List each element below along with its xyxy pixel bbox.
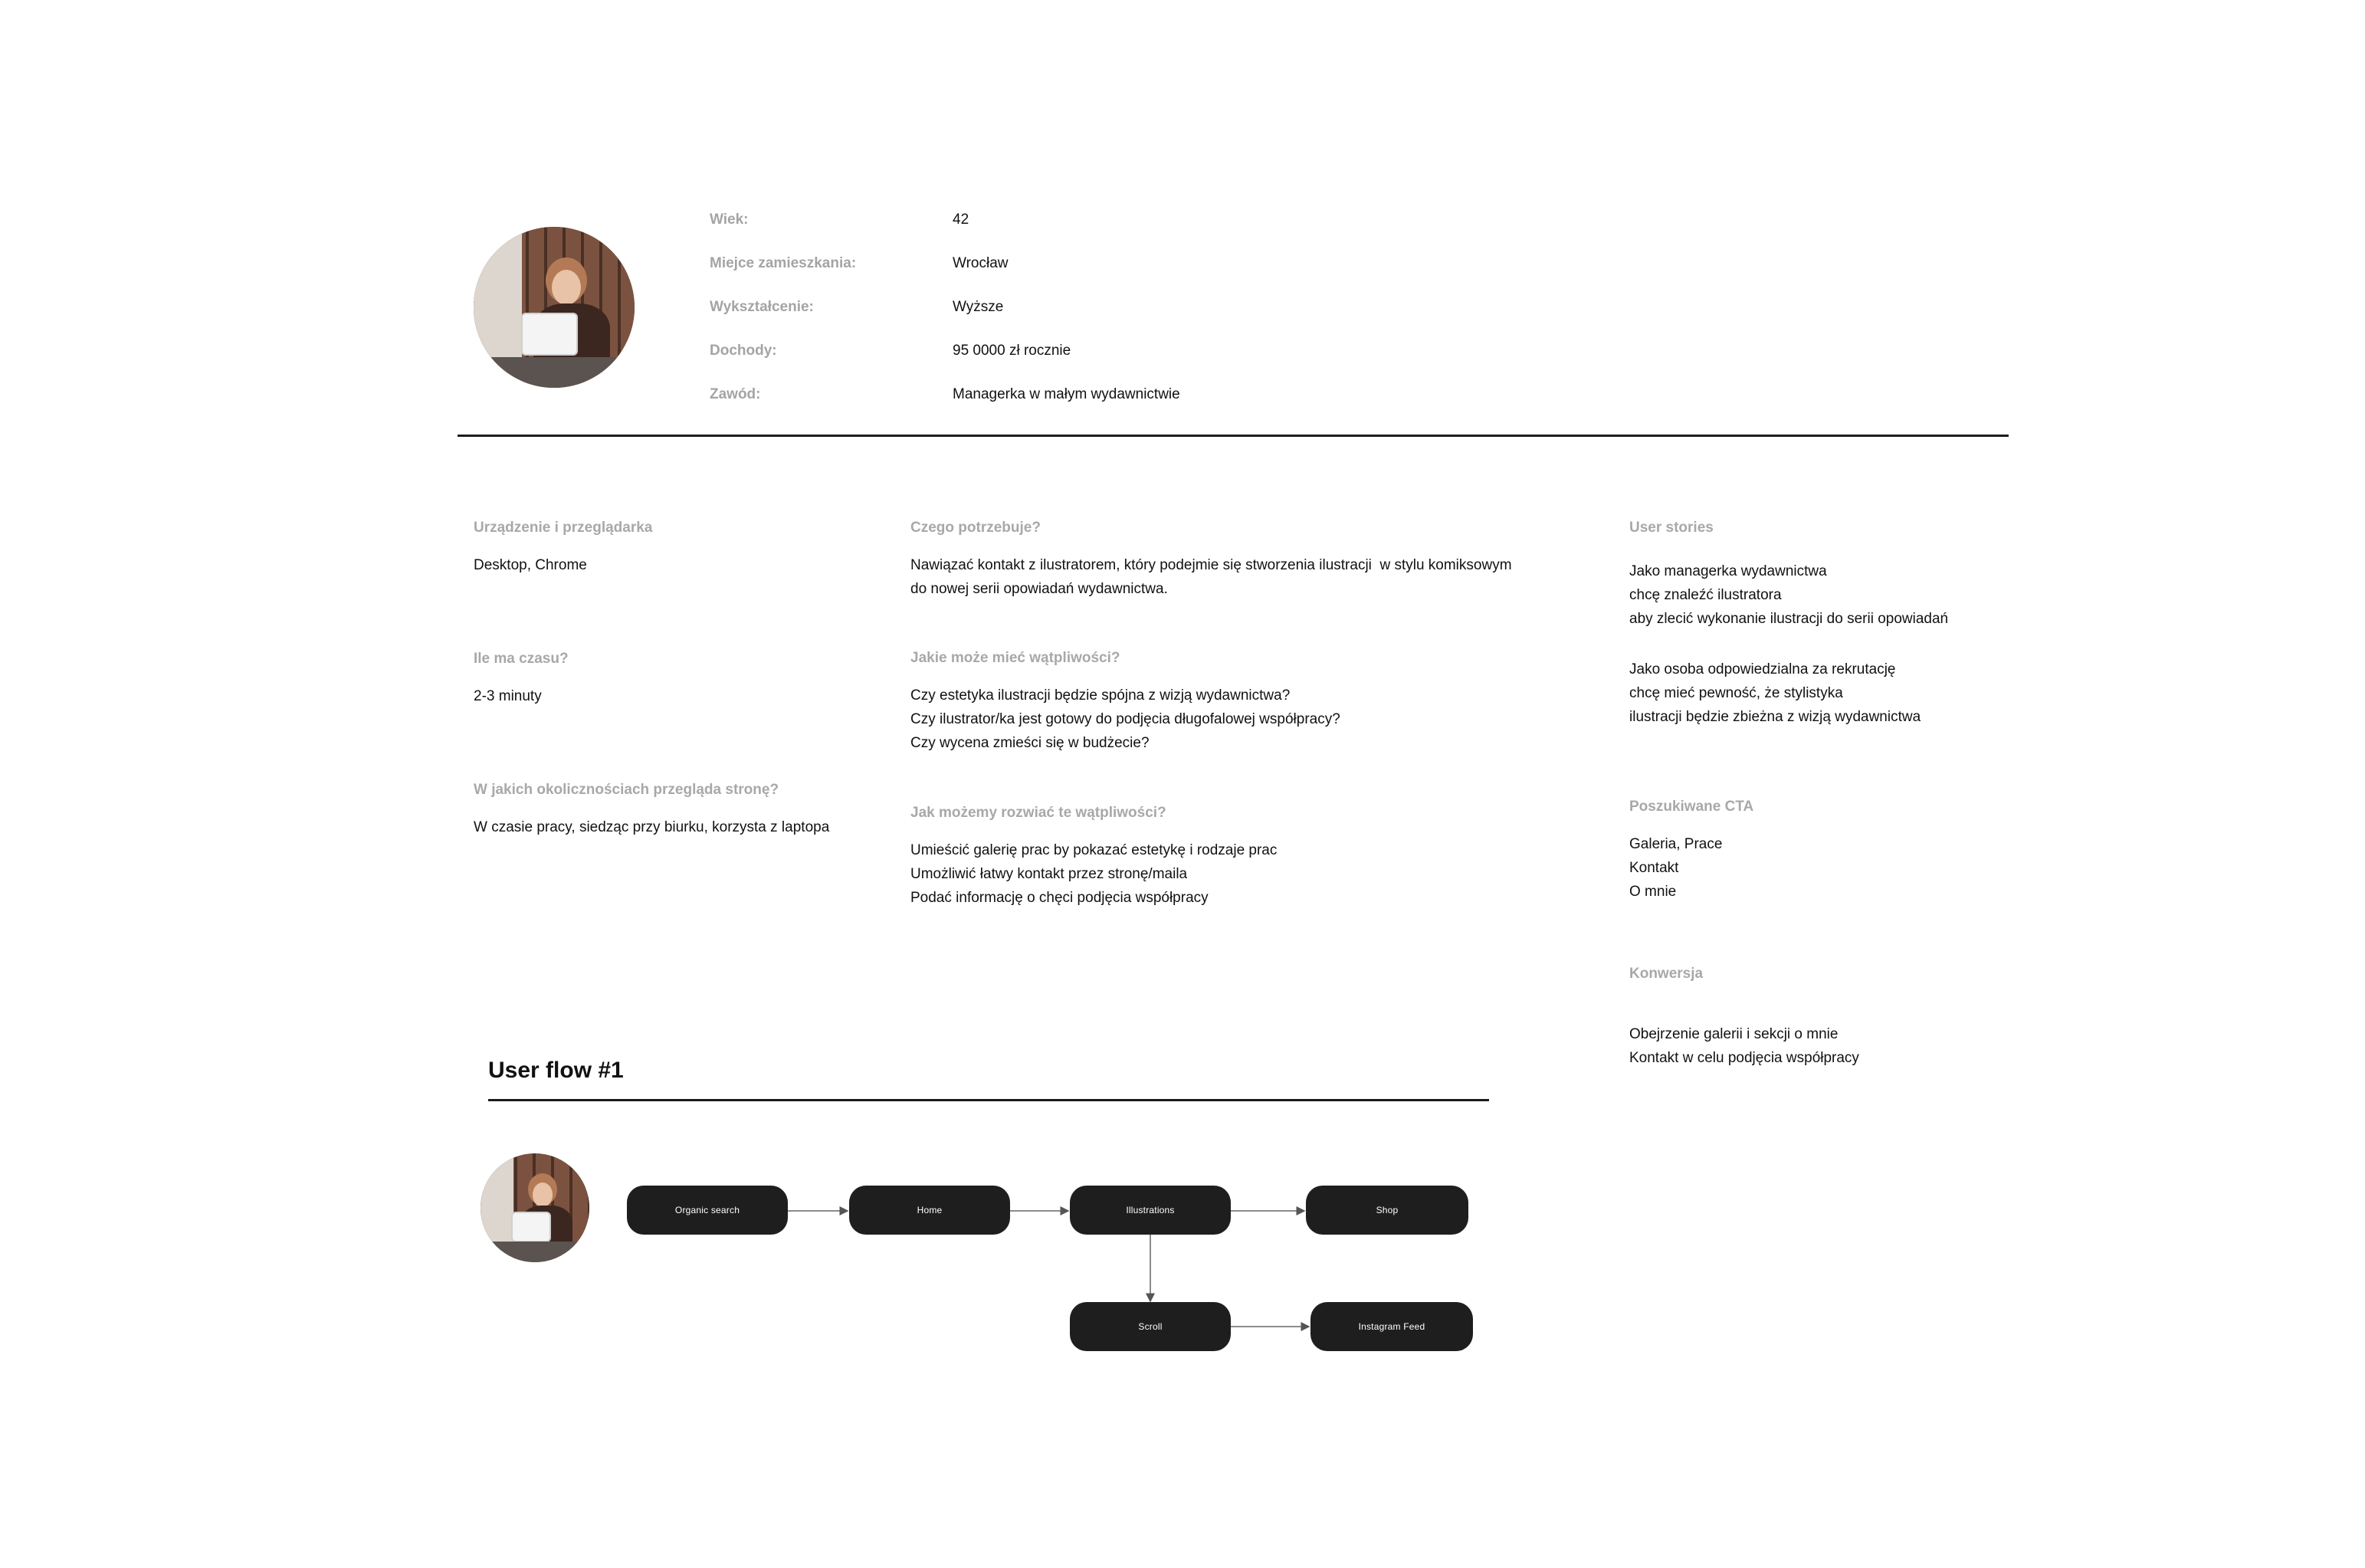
flow-node-instagram-feed: Instagram Feed xyxy=(1310,1302,1473,1351)
education-label: Wykształcenie: xyxy=(710,299,814,315)
profession-value: Managerka w małym wydawnictwie xyxy=(953,386,1180,402)
time-label: Ile ma czasu? xyxy=(474,651,569,667)
user-story-1: Jako managerka wydawnictwa chcę znaleźć ilustratora aby zlecić wykonanie ilustracji do serii opowiadań xyxy=(1629,563,1949,627)
context-label: W jakich okolicznościach przegląda stronę? xyxy=(474,782,779,798)
device-value: Desktop, Chrome xyxy=(474,557,587,573)
flow-node-illustrations: Illustrations xyxy=(1070,1186,1231,1235)
device-label: Urządzenie i przeglądarka xyxy=(474,520,653,536)
age-value: 42 xyxy=(953,212,969,228)
flow-node-scroll: Scroll xyxy=(1070,1302,1231,1351)
doubts-value: Czy estetyka ilustracji będzie spójna z wizją wydawnictwa? Czy ilustrator/ka jest gotowy do podjęcia długofalowej współpracy? Czy wycena zmieści się w budżecie? xyxy=(910,687,1340,751)
needs-value: Nawiązać kontakt z ilustratorem, który podejmie się stworzenia ilustracji w stylu komiksowym do nowej serii opowiadań wydawnictwa. xyxy=(910,557,1512,597)
cta-label: Poszukiwane CTA xyxy=(1629,799,1754,815)
income-label: Dochody: xyxy=(710,343,777,359)
needs-label: Czego potrzebuje? xyxy=(910,520,1041,536)
context-value: W czasie pracy, siedząc przy biurku, korzysta z laptopa xyxy=(474,819,830,835)
residence-value: Wrocław xyxy=(953,255,1009,271)
conversion-value: Obejrzenie galerii i sekcji o mnie Kontakt w celu podjęcia współpracy xyxy=(1629,1026,1859,1066)
solve-value: Umieścić galerię prac by pokazać estetykę i rodzaje prac Umożliwić łatwy kontakt przez stronę/maila Podać informację o chęci podjęcia współpracy xyxy=(910,842,1278,906)
profession-label: Zawód: xyxy=(710,386,761,402)
cta-value: Galeria, Prace Kontakt O mnie xyxy=(1629,836,1723,900)
flow-node-home: Home xyxy=(849,1186,1010,1235)
user-stories-label: User stories xyxy=(1629,520,1714,536)
user-flow-title: User flow #1 xyxy=(488,1058,624,1083)
doubts-label: Jakie może mieć wątpliwości? xyxy=(910,650,1120,666)
income-value: 95 0000 zł rocznie xyxy=(953,343,1071,359)
residence-label: Miejce zamieszkania: xyxy=(710,255,857,271)
conversion-label: Konwersja xyxy=(1629,966,1704,982)
age-label: Wiek: xyxy=(710,212,749,228)
flow-node-organic-search: Organic search xyxy=(627,1186,788,1235)
solve-label: Jak możemy rozwiać te wątpliwości? xyxy=(910,805,1166,821)
time-value: 2-3 minuty xyxy=(474,688,542,704)
flow-node-shop: Shop xyxy=(1306,1186,1468,1235)
user-story-2: Jako osoba odpowiedzialna za rekrutację chcę mieć pewność, że stylistyka ilustracji będzie zbieżna z wizją wydawnictwa xyxy=(1629,661,1921,725)
education-value: Wyższe xyxy=(953,299,1004,315)
